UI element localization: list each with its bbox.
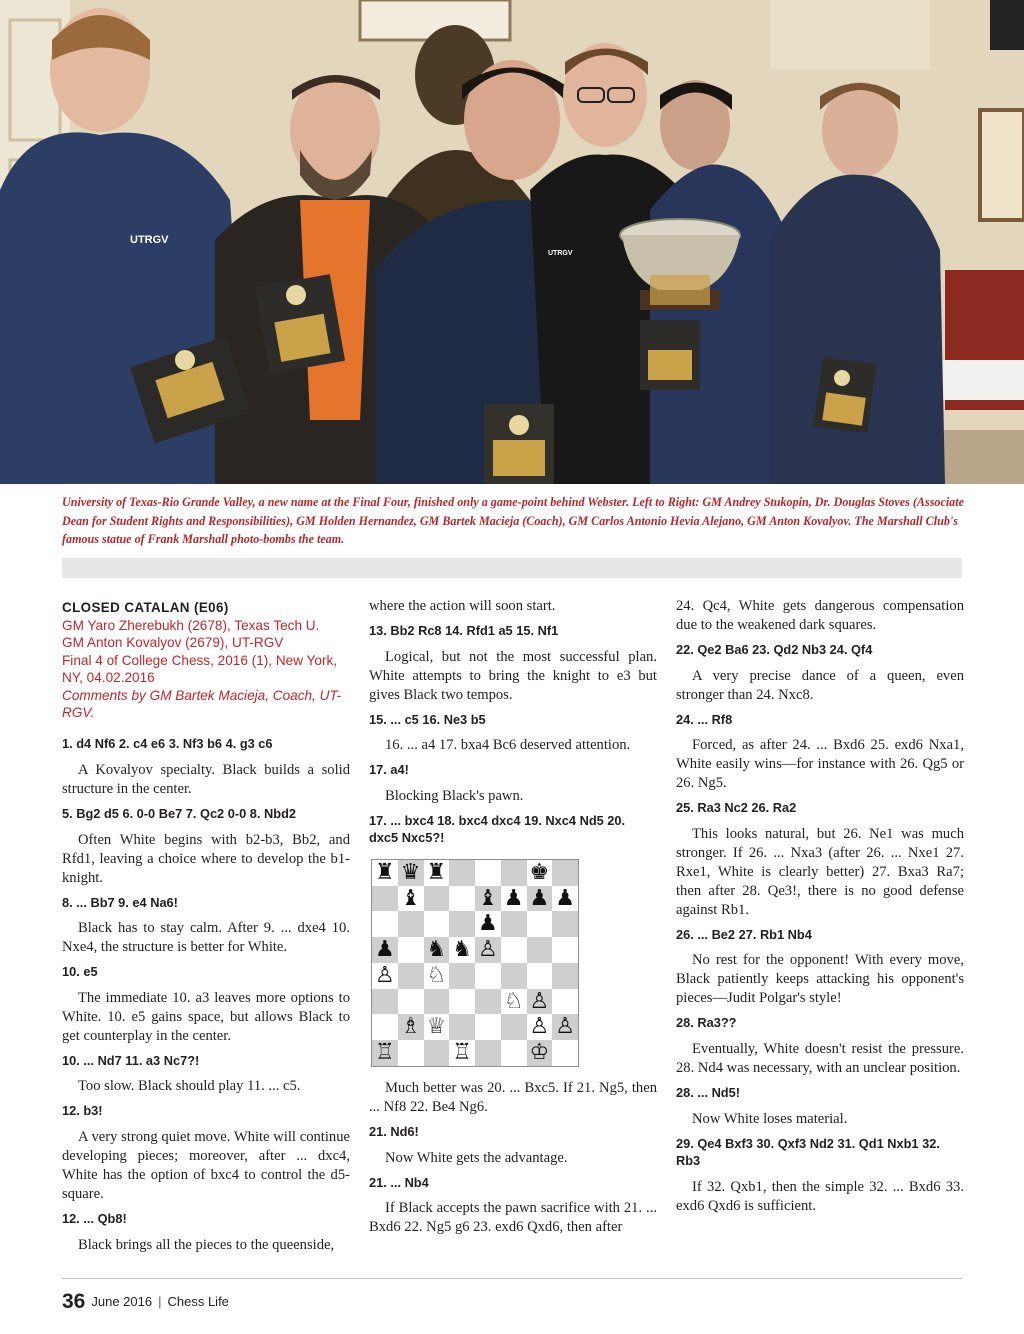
chess-piece-icon: ♞ xyxy=(452,937,472,963)
board-square xyxy=(475,1040,501,1066)
annotation-text: Now White loses material. xyxy=(692,1110,848,1127)
annotation-text: If Black accepts the pawn sacrifice with 21. ... Bxd6 22. Ng5 g6 23. exd6 Qxd6, then after xyxy=(369,1200,657,1236)
column-1-body xyxy=(62,735,350,1254)
board-square xyxy=(424,937,450,963)
section-divider-bar xyxy=(62,558,962,578)
board-square xyxy=(449,860,475,886)
board-square xyxy=(424,860,450,886)
board-square xyxy=(398,860,424,886)
chess-piece-icon: ♙ xyxy=(375,962,395,988)
board-square xyxy=(424,989,450,1015)
chess-piece-icon: ♟ xyxy=(555,885,575,911)
move-notation: 13. Bb2 Rc8 14. Rfd1 a5 15. Nf1 xyxy=(369,623,559,638)
annotation-text: 24. Qc4, White gets dangerous compensation due to the weakened dark squares. xyxy=(676,598,964,633)
board-square xyxy=(372,911,398,937)
board-square xyxy=(398,989,424,1015)
move-notation: 1. d4 Nf6 2. c4 e6 3. Nf3 b6 4. g3 c6 xyxy=(62,736,273,752)
annotation-text: A very strong quiet move. White will continue developing pieces; moreover, after ... dxc4, White has the option of bxc4 to control the d5-square. xyxy=(62,1129,350,1202)
annotation-text: Now White gets the advantage. xyxy=(385,1149,568,1166)
column-2-top xyxy=(369,597,657,847)
board-square xyxy=(501,937,527,963)
annotation-text: where the action will soon start. xyxy=(369,598,556,614)
board-square xyxy=(398,937,424,963)
board-square xyxy=(552,911,578,937)
team-photo xyxy=(0,0,1024,484)
board-square xyxy=(372,886,398,912)
shirt-logo: UTRGV xyxy=(548,250,573,257)
board-square xyxy=(501,1040,527,1066)
column-3 xyxy=(676,597,964,1222)
annotation-text: A Kovalyov specialty. Black builds a solid structure in the center. xyxy=(62,762,350,798)
chess-piece-icon: ♗ xyxy=(400,1014,421,1040)
move-notation: 15. ... c5 16. Ne3 b5 xyxy=(369,711,486,727)
chess-piece-icon: ♟ xyxy=(503,885,524,911)
annotation-text: Often White begins with b2-b3, Bb2, and Rfd1, leaving a choice where to develop the b1-knight. xyxy=(62,831,350,886)
move-notation: 8. ... Bb7 9. e4 Na6! xyxy=(62,894,178,910)
board-square xyxy=(449,1040,475,1066)
move-notation: 24. ... Rf8 xyxy=(676,711,733,727)
move-notation: 17. a4! xyxy=(369,762,409,778)
chess-piece-icon: ♔ xyxy=(529,1040,550,1066)
move-notation: 10. ... Nd7 11. a3 Nc7?! xyxy=(62,1052,200,1068)
board-square xyxy=(449,963,475,989)
board-square xyxy=(527,963,553,989)
event-info: Final 4 of College Chess, 2016 (1), New York, NY, 04.02.2016 xyxy=(62,652,338,686)
black-player: GM Anton Kovalyov (2679), UT-RGV xyxy=(62,635,284,651)
chess-piece-icon: ♜ xyxy=(426,859,447,885)
move-notation: 10. e5 xyxy=(62,964,98,980)
annotation-text: The immediate 10. a3 leaves more options to White. 10. e5 gains space, but allows Black to get counterplay in the center. xyxy=(62,989,350,1044)
page-footer xyxy=(62,1290,229,1314)
board-square xyxy=(475,886,501,912)
board-square xyxy=(372,1014,398,1040)
chess-piece-icon: ♕ xyxy=(426,1014,447,1040)
board-square xyxy=(501,963,527,989)
annotation-text: If 32. Qxb1, then the simple 32. ... Bxd6 33. exd6 Qxd6 is sufficient. xyxy=(676,1178,964,1214)
column-2-bottom xyxy=(369,1079,657,1237)
annotation-text: This looks natural, but 26. Ne1 was much stronger. If 26. ... Nxa3 (after 26. ... Nxe1 27. Rxe1, White is clearly better) 27. Bxa3 Ra7; then after 28. Qe3!, there is no good defense against Rb1. xyxy=(676,825,964,918)
board-square xyxy=(527,937,553,963)
annotation-text: No rest for the opponent! With every move, Black patiently keeps attacking his opponent's pieces—Judit Polgar's style! xyxy=(676,952,964,1007)
board-square xyxy=(552,937,578,963)
hoodie-logo: UTRGV xyxy=(130,234,169,246)
chess-piece-icon: ♜ xyxy=(375,859,395,885)
issue-date: June 2016 xyxy=(91,1294,153,1309)
annotation-text: 16. ... a4 17. bxa4 Bc6 deserved attention. xyxy=(385,737,631,754)
board-square xyxy=(501,860,527,886)
board-square xyxy=(449,937,475,963)
board-square xyxy=(527,860,553,886)
board-square xyxy=(475,911,501,937)
chess-piece-icon: ♛ xyxy=(400,859,421,885)
chess-piece-icon: ♖ xyxy=(375,1040,395,1066)
board-square xyxy=(449,989,475,1015)
chess-piece-icon: ♚ xyxy=(529,859,550,885)
footer-separator: | xyxy=(158,1294,162,1309)
board-square xyxy=(372,860,398,886)
annotation-text: Eventually, White doesn't resist the pressure. 28. Nd4 was necessary, with an unclear position. xyxy=(676,1040,964,1076)
annotation-text: Too slow. Black should play 11. ... c5. xyxy=(78,1078,301,1095)
board-square xyxy=(475,963,501,989)
board-square xyxy=(449,1014,475,1040)
move-notation: 12. ... Qb8! xyxy=(62,1211,127,1226)
board-square xyxy=(424,1040,450,1066)
game-info xyxy=(62,617,350,721)
chess-piece-icon: ♟ xyxy=(375,937,395,963)
chess-piece-icon: ♙ xyxy=(478,937,498,963)
move-notation: 12. b3! xyxy=(62,1103,103,1119)
board-square xyxy=(475,1014,501,1040)
column-1 xyxy=(62,597,350,1261)
board-square xyxy=(398,1014,424,1040)
move-notation: 26. ... Be2 27. Rb1 Nb4 xyxy=(676,926,812,942)
board-square xyxy=(398,886,424,912)
board-square xyxy=(501,911,527,937)
board-square xyxy=(527,911,553,937)
team-photo-illustration xyxy=(0,0,1024,484)
chess-piece-icon: ♘ xyxy=(426,962,447,988)
chess-board xyxy=(372,860,578,1066)
board-square xyxy=(552,1040,578,1066)
magazine-name: Chess Life xyxy=(167,1294,229,1309)
chess-diagram xyxy=(371,859,579,1067)
chess-piece-icon: ♞ xyxy=(426,937,447,963)
annotation-text: Black has to stay calm. After 9. ... dxe4 10. Nxe4, the structure is better for White. xyxy=(62,920,350,956)
annotation-text: Blocking Black's pawn. xyxy=(385,787,524,804)
board-square xyxy=(372,1040,398,1066)
chess-piece-icon: ♝ xyxy=(478,885,498,911)
board-square xyxy=(527,1014,553,1040)
annotation-text: Much better was 20. ... Bxc5. If 21. Ng5, then ... Nf8 22. Be4 Ng6. xyxy=(369,1079,657,1115)
move-notation: 21. ... Nb4 xyxy=(369,1174,429,1190)
move-notation: 28. ... Nd5! xyxy=(676,1084,741,1100)
chess-piece-icon: ♙ xyxy=(529,1014,550,1040)
board-square xyxy=(552,860,578,886)
chess-piece-icon: ♘ xyxy=(503,988,524,1014)
footer-rule xyxy=(62,1278,962,1279)
board-square xyxy=(552,886,578,912)
chess-piece-icon: ♙ xyxy=(529,988,550,1014)
white-player: GM Yaro Zherebukh (2678), Texas Tech U. xyxy=(62,618,320,633)
board-square xyxy=(475,989,501,1015)
board-square xyxy=(501,989,527,1015)
move-notation: 28. Ra3?? xyxy=(676,1015,737,1031)
board-square xyxy=(398,963,424,989)
chess-piece-icon: ♝ xyxy=(400,885,421,911)
chess-piece-icon: ♟ xyxy=(529,885,550,911)
board-square xyxy=(475,937,501,963)
move-notation: 17. ... bxc4 18. bxc4 dxc4 19. Nxc4 Nd5 20. dxc5 Nxc5?! xyxy=(369,812,626,846)
photo-caption: University of Texas-Rio Grande Valley, a new name at the Final Four, finished only a game-point behind Webster. Left to Right: GM Andrey Stukopin, Dr. Douglas Stoves (Associate Dean for Student Rights and Responsibilities), GM Holden Hernandez, GM Bartek Macieja (Coach), GM Carlos Antonio Hevia Alejano, GM Anton Kovalyov. The Marshall Club's famous statue of Frank Marshall photo-bombs the team. xyxy=(62,495,964,546)
board-square xyxy=(449,911,475,937)
column-2 xyxy=(369,597,657,1243)
board-square xyxy=(552,989,578,1015)
move-notation: 5. Bg2 d5 6. 0-0 Be7 7. Qc2 0-0 8. Nbd2 xyxy=(62,806,296,822)
board-square xyxy=(424,963,450,989)
chess-piece-icon: ♙ xyxy=(555,1014,575,1040)
chess-piece-icon: ♟ xyxy=(478,911,498,937)
board-square xyxy=(424,886,450,912)
move-notation: 25. Ra3 Nc2 26. Ra2 xyxy=(676,800,797,816)
annotation-text: Forced, as after 24. ... Bxd6 25. exd6 Nxa1, White easily wins—for instance with 26. Qg5 or 26. Ng5. xyxy=(676,737,964,792)
board-square xyxy=(424,911,450,937)
board-square xyxy=(552,1014,578,1040)
move-notation: 21. Nd6! xyxy=(369,1123,419,1139)
board-square xyxy=(501,1014,527,1040)
page-number: 36 xyxy=(62,1290,86,1313)
chess-piece-icon: ♖ xyxy=(452,1040,472,1066)
board-square xyxy=(527,886,553,912)
board-square xyxy=(372,937,398,963)
annotation-text: Logical, but not the most successful plan. White attempts to bring the knight to e3 but gives Black two tempos. xyxy=(369,648,657,703)
move-notation: 29. Qe4 Bxf3 30. Qxf3 Nd2 31. Qd1 Nxb1 32. Rb3 xyxy=(676,1135,940,1169)
board-square xyxy=(424,1014,450,1040)
comments-credit: Comments by GM Bartek Macieja, Coach, UT-RGV. xyxy=(62,687,342,721)
move-notation: 22. Qe2 Ba6 23. Qd2 Nb3 24. Qf4 xyxy=(676,642,873,657)
annotation-text: A very precise dance of a queen, even stronger than 24. Nxc8. xyxy=(676,667,964,703)
board-square xyxy=(475,860,501,886)
annotation-text: Black brings all the pieces to the queenside, xyxy=(78,1236,335,1253)
board-square xyxy=(552,963,578,989)
board-square xyxy=(449,886,475,912)
column-3-body xyxy=(676,597,964,1216)
board-square xyxy=(527,1040,553,1066)
board-square xyxy=(398,1040,424,1066)
game-title: CLOSED CATALAN (E06) xyxy=(62,600,229,615)
board-square xyxy=(527,989,553,1015)
board-square xyxy=(372,989,398,1015)
board-square xyxy=(372,963,398,989)
board-square xyxy=(501,886,527,912)
board-square xyxy=(398,911,424,937)
